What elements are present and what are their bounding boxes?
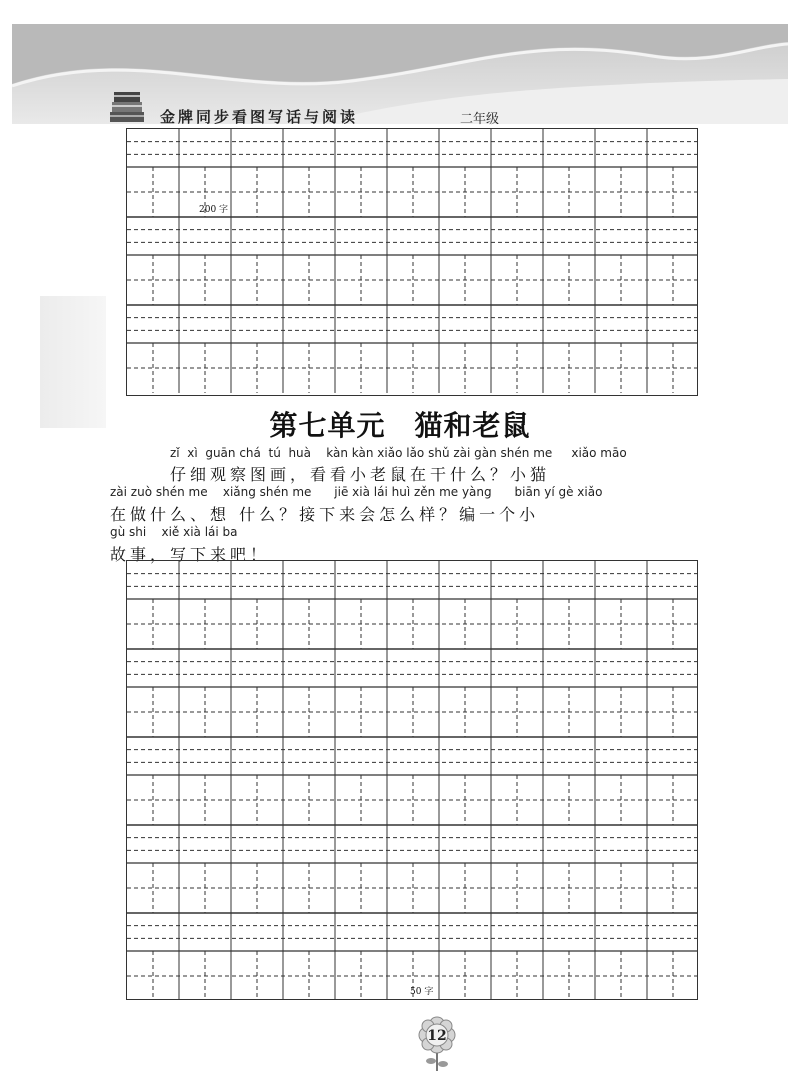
prompt-pinyin-line-2: zài zuò shén me xiǎng shén me jiē xià lái huì zěn me yàng biān yí gè xiǎo (110, 485, 603, 499)
word-count-marker-50: 50 字 (410, 987, 434, 997)
unit-title: 第七单元 猫和老鼠 (269, 409, 531, 442)
writing-grid-top (126, 128, 698, 396)
grade-label: 二年级 (460, 112, 500, 127)
series-title: 金牌同步看图写话与阅读 (160, 108, 359, 126)
word-count-marker-200: 200 字 (199, 205, 229, 215)
books-stack-icon (108, 88, 146, 124)
page-number-flower-badge (412, 1016, 462, 1071)
prompt-hanzi-line-2: 在做什么、想 什么？接下来会怎么样？编一个小 (110, 505, 540, 524)
prompt-hanzi-line-1: 仔细观察图画，看看小老鼠在干什么？小猫 (170, 465, 551, 484)
writing-grid-bottom (126, 560, 698, 1000)
page-number: 12 (427, 1028, 447, 1044)
prompt-hanzi-line-3: 故事，写下来吧！ (110, 545, 271, 564)
prompt-pinyin-line-3: gù shi xiě xià lái ba (110, 525, 238, 539)
prompt-pinyin-line-1: zǐ xì guān chá tú huà kàn kàn xiǎo lǎo shǔ zài gàn shén me xiǎo māo (170, 446, 627, 460)
